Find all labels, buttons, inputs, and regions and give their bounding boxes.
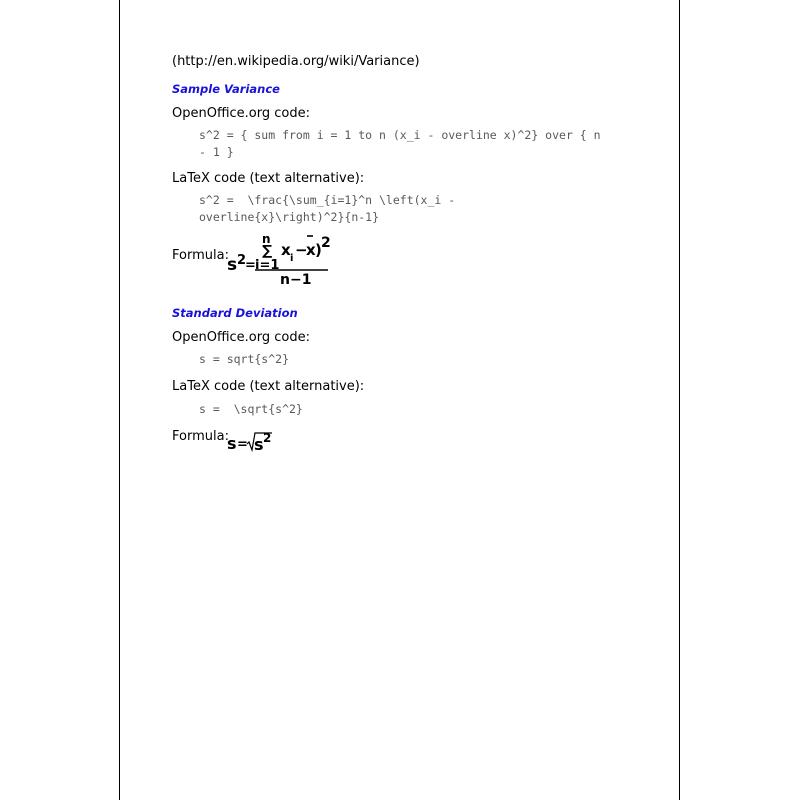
svg-text:n−1: n−1 [280,272,312,288]
standard-deviation-openoffice-label: OpenOffice.org code: [172,330,310,345]
sample-variance-heading: Sample Variance [172,82,280,96]
svg-text:n: n [262,232,271,246]
sample-variance-openoffice-code-line1: s^2 = { sum from i = 1 to n (x_i - overline x)^2} over { n [199,128,601,142]
svg-text:): ) [315,241,322,259]
svg-text:∑: ∑ [262,243,273,259]
standard-deviation-formula-image [226,427,274,453]
svg-text:x: x [281,241,291,259]
standard-deviation-latex-code: s = \sqrt{s^2} [199,402,303,416]
svg-text:=: = [237,437,248,452]
standard-deviation-latex-label: LaTeX code (text alternative): [172,379,365,394]
svg-text:i=1: i=1 [255,258,280,273]
svg-text:s: s [227,255,238,275]
standard-deviation-openoffice-code: s = sqrt{s^2} [199,352,290,366]
source-url: (http://en.wikipedia.org/wiki/Variance) [172,54,420,69]
svg-text:s: s [227,434,237,453]
sample-variance-openoffice-label: OpenOffice.org code: [172,106,310,121]
svg-text:2: 2 [321,235,331,251]
svg-text:−: − [295,241,308,259]
svg-text:x: x [306,241,316,259]
standard-deviation-heading: Standard Deviation [172,306,298,320]
svg-text:2: 2 [237,253,247,268]
svg-text:=: = [245,258,256,273]
svg-text:i: i [290,253,294,264]
sample-variance-formula-image [226,228,332,288]
sample-variance-latex-label: LaTeX code (text alternative): [172,171,365,186]
standard-deviation-formula-label: Formula: [172,429,229,444]
sample-variance-latex-code-line2: overline{x}\right)^2}{n-1} [199,210,380,224]
svg-text:s: s [254,435,264,453]
sample-variance-latex-code-line1: s^2 = \frac{\sum_{i=1}^n \left(x_i - [199,193,456,207]
sample-variance-openoffice-code-line2: - 1 } [199,145,234,159]
sample-variance-formula-label: Formula: [172,248,229,263]
svg-text:2: 2 [263,431,272,445]
